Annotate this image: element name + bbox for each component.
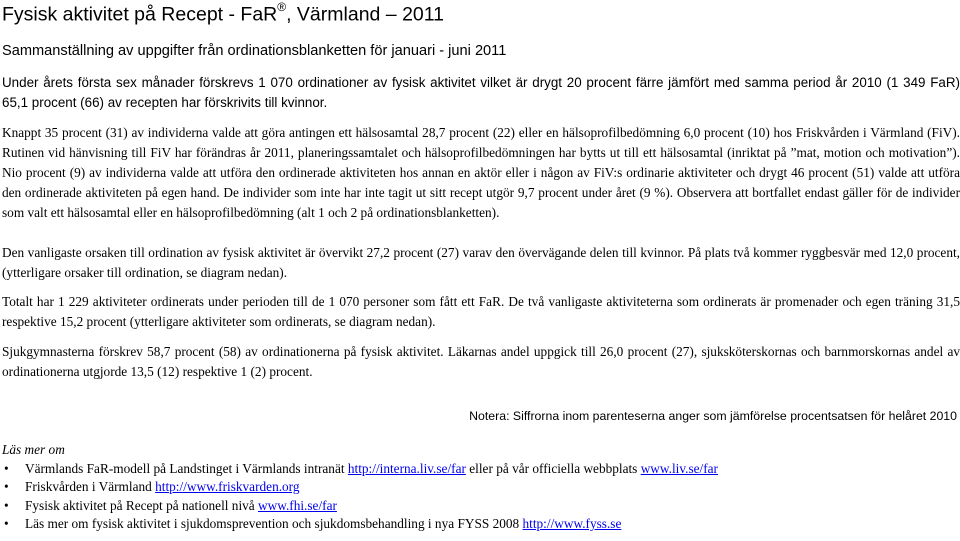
intranet-link[interactable]: http://interna.liv.se/far (347, 461, 466, 476)
bullet-icon: • (4, 497, 9, 513)
link-text: Friskvården i Värmland (25, 479, 156, 495)
link-text: Fysisk aktivitet på Recept på nationell nivå (25, 497, 259, 513)
registered-mark: ® (277, 0, 287, 14)
bullet-icon: • (4, 479, 9, 495)
link-text: Läs mer om fysisk aktivitet i sjukdomsprevention och sjukdomsbehandling i nya FYSS 2008 (25, 516, 523, 532)
bullet-icon: • (4, 516, 9, 532)
fhi-link[interactable]: www.fhi.se/far (258, 497, 337, 513)
list-item (0, 460, 718, 478)
intro-paragraph: Under årets första sex månader förskrevs 1 070 ordinationer av fysisk aktivitet vilket är drygt 20 procent färre jämfört med samma period år 2010 (1 349 FaR) 65,1 procent (66) av recepten har förskrivits till kvinnor. (2, 75, 960, 110)
list-item (0, 497, 718, 515)
friskvarden-link[interactable]: http://www.friskvarden.org (155, 479, 300, 495)
link-text: Värmlands FaR-modell på Landstinget i Värmlands intranät (25, 461, 348, 476)
title-main: Fysisk aktivitet på Recept - FaR (2, 3, 278, 26)
title-suffix: , Värmland – 2011 (286, 3, 444, 26)
page-subtitle: Sammanställning av uppgifter från ordinationsblanketten för januari - juni 2011 (2, 43, 507, 59)
list-item (0, 478, 718, 496)
list-item (0, 515, 718, 533)
link-text-middle: eller på vår officiella webbplats (465, 461, 641, 476)
website-link[interactable]: www.liv.se/far (640, 461, 718, 476)
page-title (2, 2, 444, 27)
paragraph-choices: Knappt 35 procent (31) av individerna valde att göra antingen ett hälsosamtal 28,7 procent (22) eller en hälsoprofilbedömning 6,0 procent (10) hos Friskvården i Värmland (FiV). Rutinen vid hänvisning till FiV har förändras år 2011, planeringssamtalet och hälsoprofilbedömningen har bytts ut till ett hälsosamtal (inriktat på ”mat, motion och motivation”). Nio procent (9) av individerna valde att utföra den ordinerade aktiviteten hos annan en aktör eller i någon av FiV:s ordinarie aktiviteter och drygt 46 procent (51) valde att utföra den ordinerade aktiviteten på egen hand. De individer som inte har inte tagit ut sitt recept utgör 9,7 procent under året (9 %). Observera att bortfallet endast gäller för de individer som valt ett hälsosamtal eller en hälsoprofilbedömning (alt 1 och 2 på ordinationsblanketten). (2, 125, 960, 220)
fyss-link[interactable]: http://www.fyss.se (522, 516, 622, 532)
read-more-heading: Läs mer om (2, 442, 65, 457)
bullet-icon: • (4, 461, 9, 476)
paragraph-prescribers: Sjukgymnasterna förskrev 58,7 procent (58) av ordinationerna på fysisk aktivitet. Läkarnas andel uppgick till 26,0 procent (27), sjuksköterskornas och barnmorskornas andel av ordinationerna utgjorde 13,5 (12) respektive 1 (2) procent. (2, 344, 960, 379)
comparison-note: Notera: Siffrorna inom parenteserna anger som jämförelse procentsatsen för helåret 2010 (469, 409, 957, 423)
paragraph-causes: Den vanligaste orsaken till ordination av fysisk aktivitet är övervikt 27,2 procent (27) varav den övervägande delen till kvinnor. På plats två kommer ryggbesvär med 12,0 procent, (ytterligare orsaker till ordination, se diagram nedan). (2, 245, 960, 280)
paragraph-activities: Totalt har 1 229 aktiviteter ordinerats under perioden till de 1 070 personer som fått ett FaR. De två vanligaste aktiviteterna som ordinerats är promenader och egen träning 31,5 respektive 15,2 procent (ytterligare aktiviteter som ordinerats, se diagram nedan). (2, 294, 960, 329)
read-more-list (0, 460, 718, 534)
